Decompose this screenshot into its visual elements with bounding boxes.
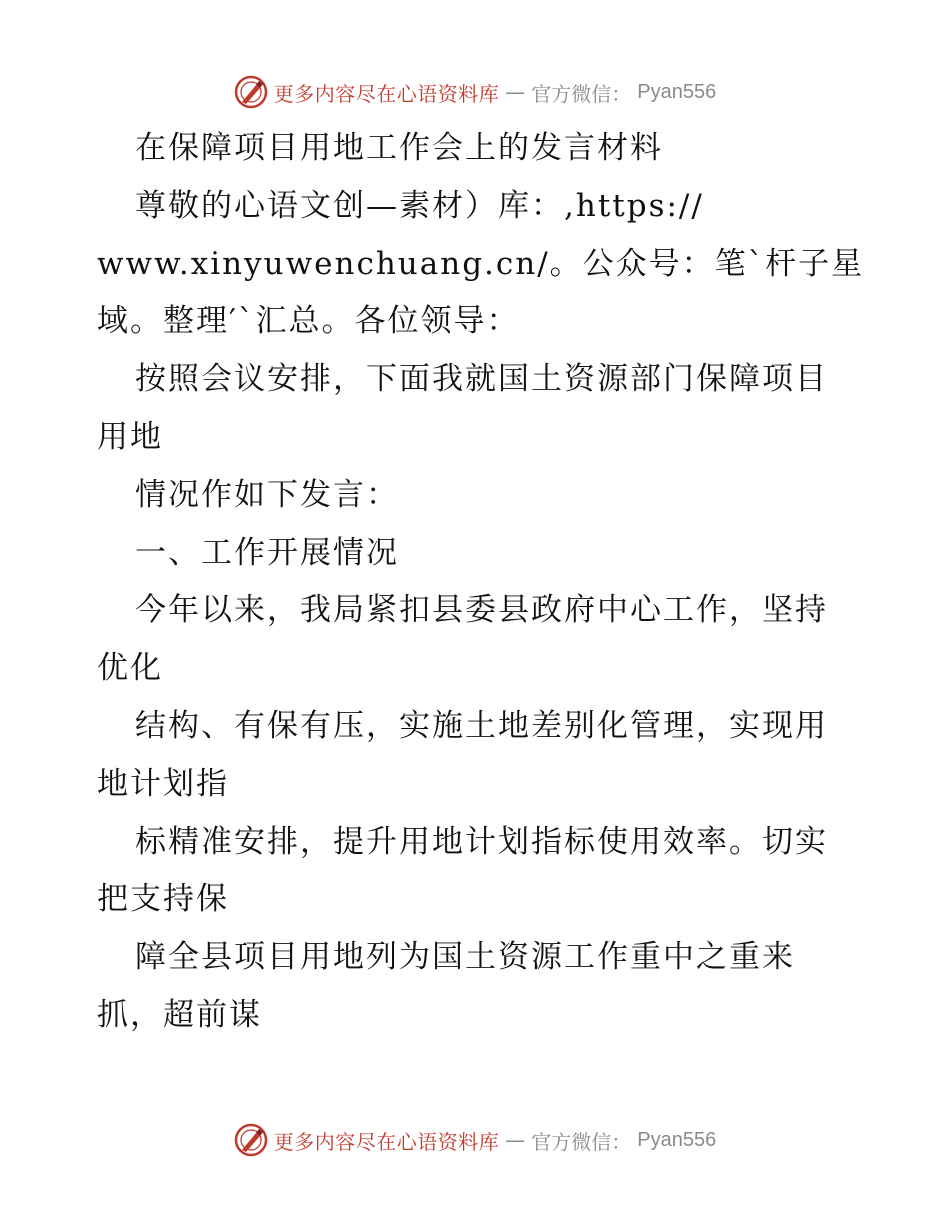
banner-text: 更多内容尽在心语资料库 (273, 81, 500, 106)
banner-separator: — (505, 80, 526, 104)
text-line: 结构、有保有压，实施土地差别化管理，实现用 (135, 707, 828, 744)
text-line: 障全县项目用地列为国土资源工作重中之重来 (135, 939, 795, 976)
text-line: 用地 (97, 418, 163, 455)
text-line: 地计划指 (97, 765, 229, 802)
text-line: 优化 (97, 650, 163, 687)
text-line: 把支持保 (97, 881, 229, 918)
pen-logo-icon (234, 75, 268, 109)
wechat-label: 官方微信： (531, 81, 632, 106)
wechat-id: Pyan556 (637, 80, 717, 103)
header-banner (0, 72, 950, 112)
text-line: 尊敬的心语文创—素材）库：,https:// (135, 187, 704, 224)
document-title: 在保障项目用地工作会上的发言材料 (135, 130, 663, 166)
section-heading: 一、工作开展情况 (135, 534, 399, 571)
wechat-id: Pyan556 (637, 1128, 717, 1151)
wechat-label: 官方微信： (531, 1129, 632, 1154)
text-line: 抓，超前谋 (97, 996, 262, 1033)
text-line: 域。整理′`汇总。各位领导： (97, 303, 520, 340)
text-line: 情况作如下发言： (135, 476, 399, 513)
text-line: 按照会议安排，下面我就国土资源部门保障项目 (135, 361, 828, 398)
text-line: 标精准安排，提升用地计划指标使用效率。切实 (135, 823, 828, 860)
document-body (97, 120, 877, 1045)
footer-banner (0, 1120, 950, 1160)
banner-separator: — (505, 1128, 526, 1152)
text-line: 今年以来，我局紧扣县委县政府中心工作，坚持 (135, 592, 828, 629)
pen-logo-icon (234, 1123, 268, 1157)
text-line: www.xinyuwenchuang.cn/。公众号：笔`杆子星 (97, 245, 865, 282)
banner-text: 更多内容尽在心语资料库 (273, 1129, 500, 1154)
